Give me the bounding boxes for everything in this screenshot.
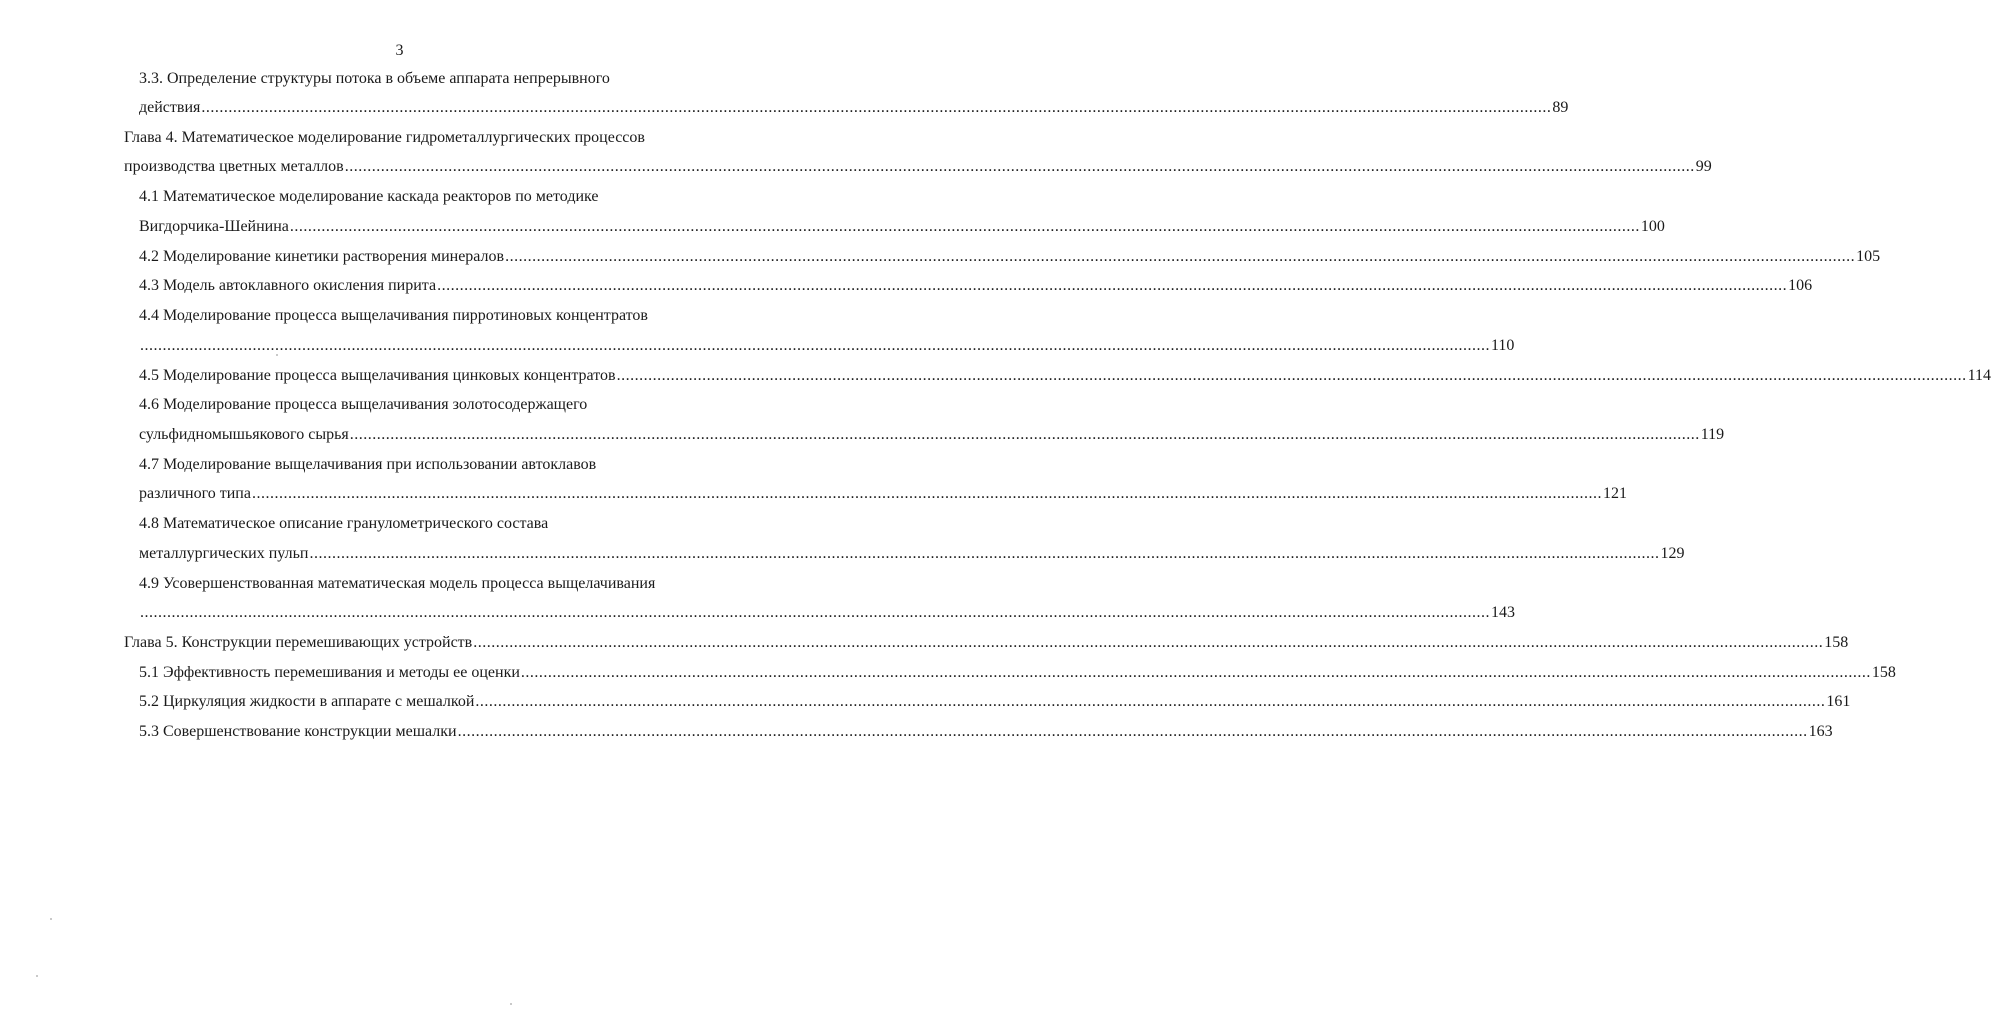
dot-leader: ............................................................................................................................................................................................................................................................................................................ <box>437 277 1788 294</box>
toc-chapter-4-line1: Глава 4. Математическое моделирование гидрометаллургических процессов <box>124 129 645 146</box>
toc-entry-title: действия <box>139 99 201 116</box>
toc-entry-title: Вигдорчика-Шейнина <box>139 218 289 235</box>
toc-entry-4-4-line1: 4.4 Моделирование процесса выщелачивания пирротиновых концентратов <box>139 307 648 324</box>
toc-entry-title: 4.5 Моделирование процесса выщелачивания цинковых концентратов <box>139 367 616 384</box>
toc-entry-4-6[interactable] <box>139 424 1725 446</box>
dot-leader: ............................................................................................................................................................................................................................................................................................................ <box>616 367 1967 384</box>
toc-page-number: 143 <box>1491 604 1515 621</box>
dot-leader: ............................................................................................................................................................................................................................................................................................................ <box>309 545 1660 562</box>
toc-chapter-5[interactable] <box>124 632 1849 654</box>
toc-entry-4-3[interactable] <box>139 275 1813 297</box>
toc-entry-4-7[interactable] <box>139 483 1627 505</box>
dot-leader: ............................................................................................................................................................................................................................................................................................................ <box>520 664 1871 681</box>
toc-entry-title: 4.3 Модель автоклавного окисления пирита <box>139 277 437 294</box>
dot-leader: ............................................................................................................................................................................................................................................................................................................ <box>457 723 1808 740</box>
toc-entry-3-3[interactable] <box>139 97 1569 119</box>
toc-entry-4-6-line1: 4.6 Моделирование процесса выщелачивания золотосодержащего <box>139 396 588 413</box>
toc-page-number: 119 <box>1700 426 1725 443</box>
toc-entry-title: Глава 5. Конструкции перемешивающих устройств <box>124 634 473 651</box>
dot-leader: ............................................................................................................................................................................................................................................................................................................ <box>344 158 1695 175</box>
toc-entry-4-1[interactable] <box>139 216 1665 238</box>
scan-speck <box>510 1003 512 1005</box>
page-number: 3 <box>395 42 404 59</box>
toc-page-number: 158 <box>1824 634 1849 651</box>
toc-page-number: 163 <box>1808 723 1833 740</box>
toc-chapter-4[interactable] <box>124 156 1712 178</box>
toc-entry-5-2[interactable] <box>139 691 1851 713</box>
toc-entry-title: 5.2 Циркуляция жидкости в аппарате с мешалкой <box>139 693 475 710</box>
toc-entry-5-3[interactable] <box>139 721 1833 743</box>
toc-entry-4-1-line1: 4.1 Математическое моделирование каскада реакторов по методике <box>139 188 599 205</box>
toc-entry-title: производства цветных металлов <box>124 158 344 175</box>
toc-entry-4-4[interactable] <box>139 335 1515 357</box>
toc-entry-title: сульфидномышьякового сырья <box>139 426 349 443</box>
dot-leader: ............................................................................................................................................................................................................................................................................................................ <box>473 634 1824 651</box>
scan-speck <box>36 975 38 977</box>
toc-page-number: 106 <box>1788 277 1813 294</box>
toc-entry-4-9-line1: 4.9 Усовершенствованная математическая модель процесса выщелачивания <box>139 575 656 592</box>
dot-leader: ............................................................................................................................................................................................................................................................................................................ <box>251 485 1602 502</box>
dot-leader: ............................................................................................................................................................................................................................................................................................................ <box>475 693 1826 710</box>
toc-page-number: 89 <box>1552 99 1569 116</box>
toc-entry-4-7-line1: 4.7 Моделирование выщелачивания при использовании автоклавов <box>139 456 597 473</box>
toc-entry-title: металлургических пульп <box>139 545 309 562</box>
scan-speck <box>276 354 278 356</box>
toc-entry-title: 5.1 Эффективность перемешивания и методы ее оценки <box>139 664 520 681</box>
toc-page-number: 129 <box>1660 545 1685 562</box>
toc-entry-5-1[interactable] <box>139 662 1896 684</box>
toc-entry-4-8-line1: 4.8 Математическое описание гранулометрического состава <box>139 515 549 532</box>
dot-leader: ............................................................................................................................................................................................................................................................................................................ <box>505 248 1856 265</box>
toc-entry-3-3-line1: 3.3. Определение структуры потока в объеме аппарата непрерывного <box>139 70 610 87</box>
dot-leader: ............................................................................................................................................................................................................................................................................................................ <box>349 426 1700 443</box>
toc-entry-title: 5.3 Совершенствование конструкции мешалки <box>139 723 457 740</box>
toc-entry-4-5[interactable] <box>139 365 1991 387</box>
toc-entry-4-2[interactable] <box>139 246 1881 268</box>
dot-leader: ............................................................................................................................................................................................................................................................................................................ <box>201 99 1552 116</box>
toc-page-number: 161 <box>1826 693 1851 710</box>
toc-page-number: 158 <box>1871 664 1896 681</box>
toc-page-number: 100 <box>1640 218 1665 235</box>
toc-entry-title: 4.2 Моделирование кинетики растворения минералов <box>139 248 505 265</box>
toc-page-number: 110 <box>1491 337 1515 354</box>
toc-page-number: 105 <box>1856 248 1881 265</box>
dot-leader: ............................................................................................................................................................................................................................................................................................................ <box>140 604 1490 621</box>
dot-leader: ............................................................................................................................................................................................................................................................................................................ <box>289 218 1640 235</box>
scan-speck <box>50 918 52 920</box>
toc-page-number: 114 <box>1967 367 1991 384</box>
toc-entry-4-9[interactable] <box>139 602 1515 624</box>
toc-entry-title: различного типа <box>139 485 251 502</box>
dot-leader: ............................................................................................................................................................................................................................................................................................................ <box>140 337 1490 354</box>
toc-page-number: 99 <box>1695 158 1712 175</box>
toc-page-number: 121 <box>1602 485 1627 502</box>
toc-entry-4-8[interactable] <box>139 543 1685 565</box>
